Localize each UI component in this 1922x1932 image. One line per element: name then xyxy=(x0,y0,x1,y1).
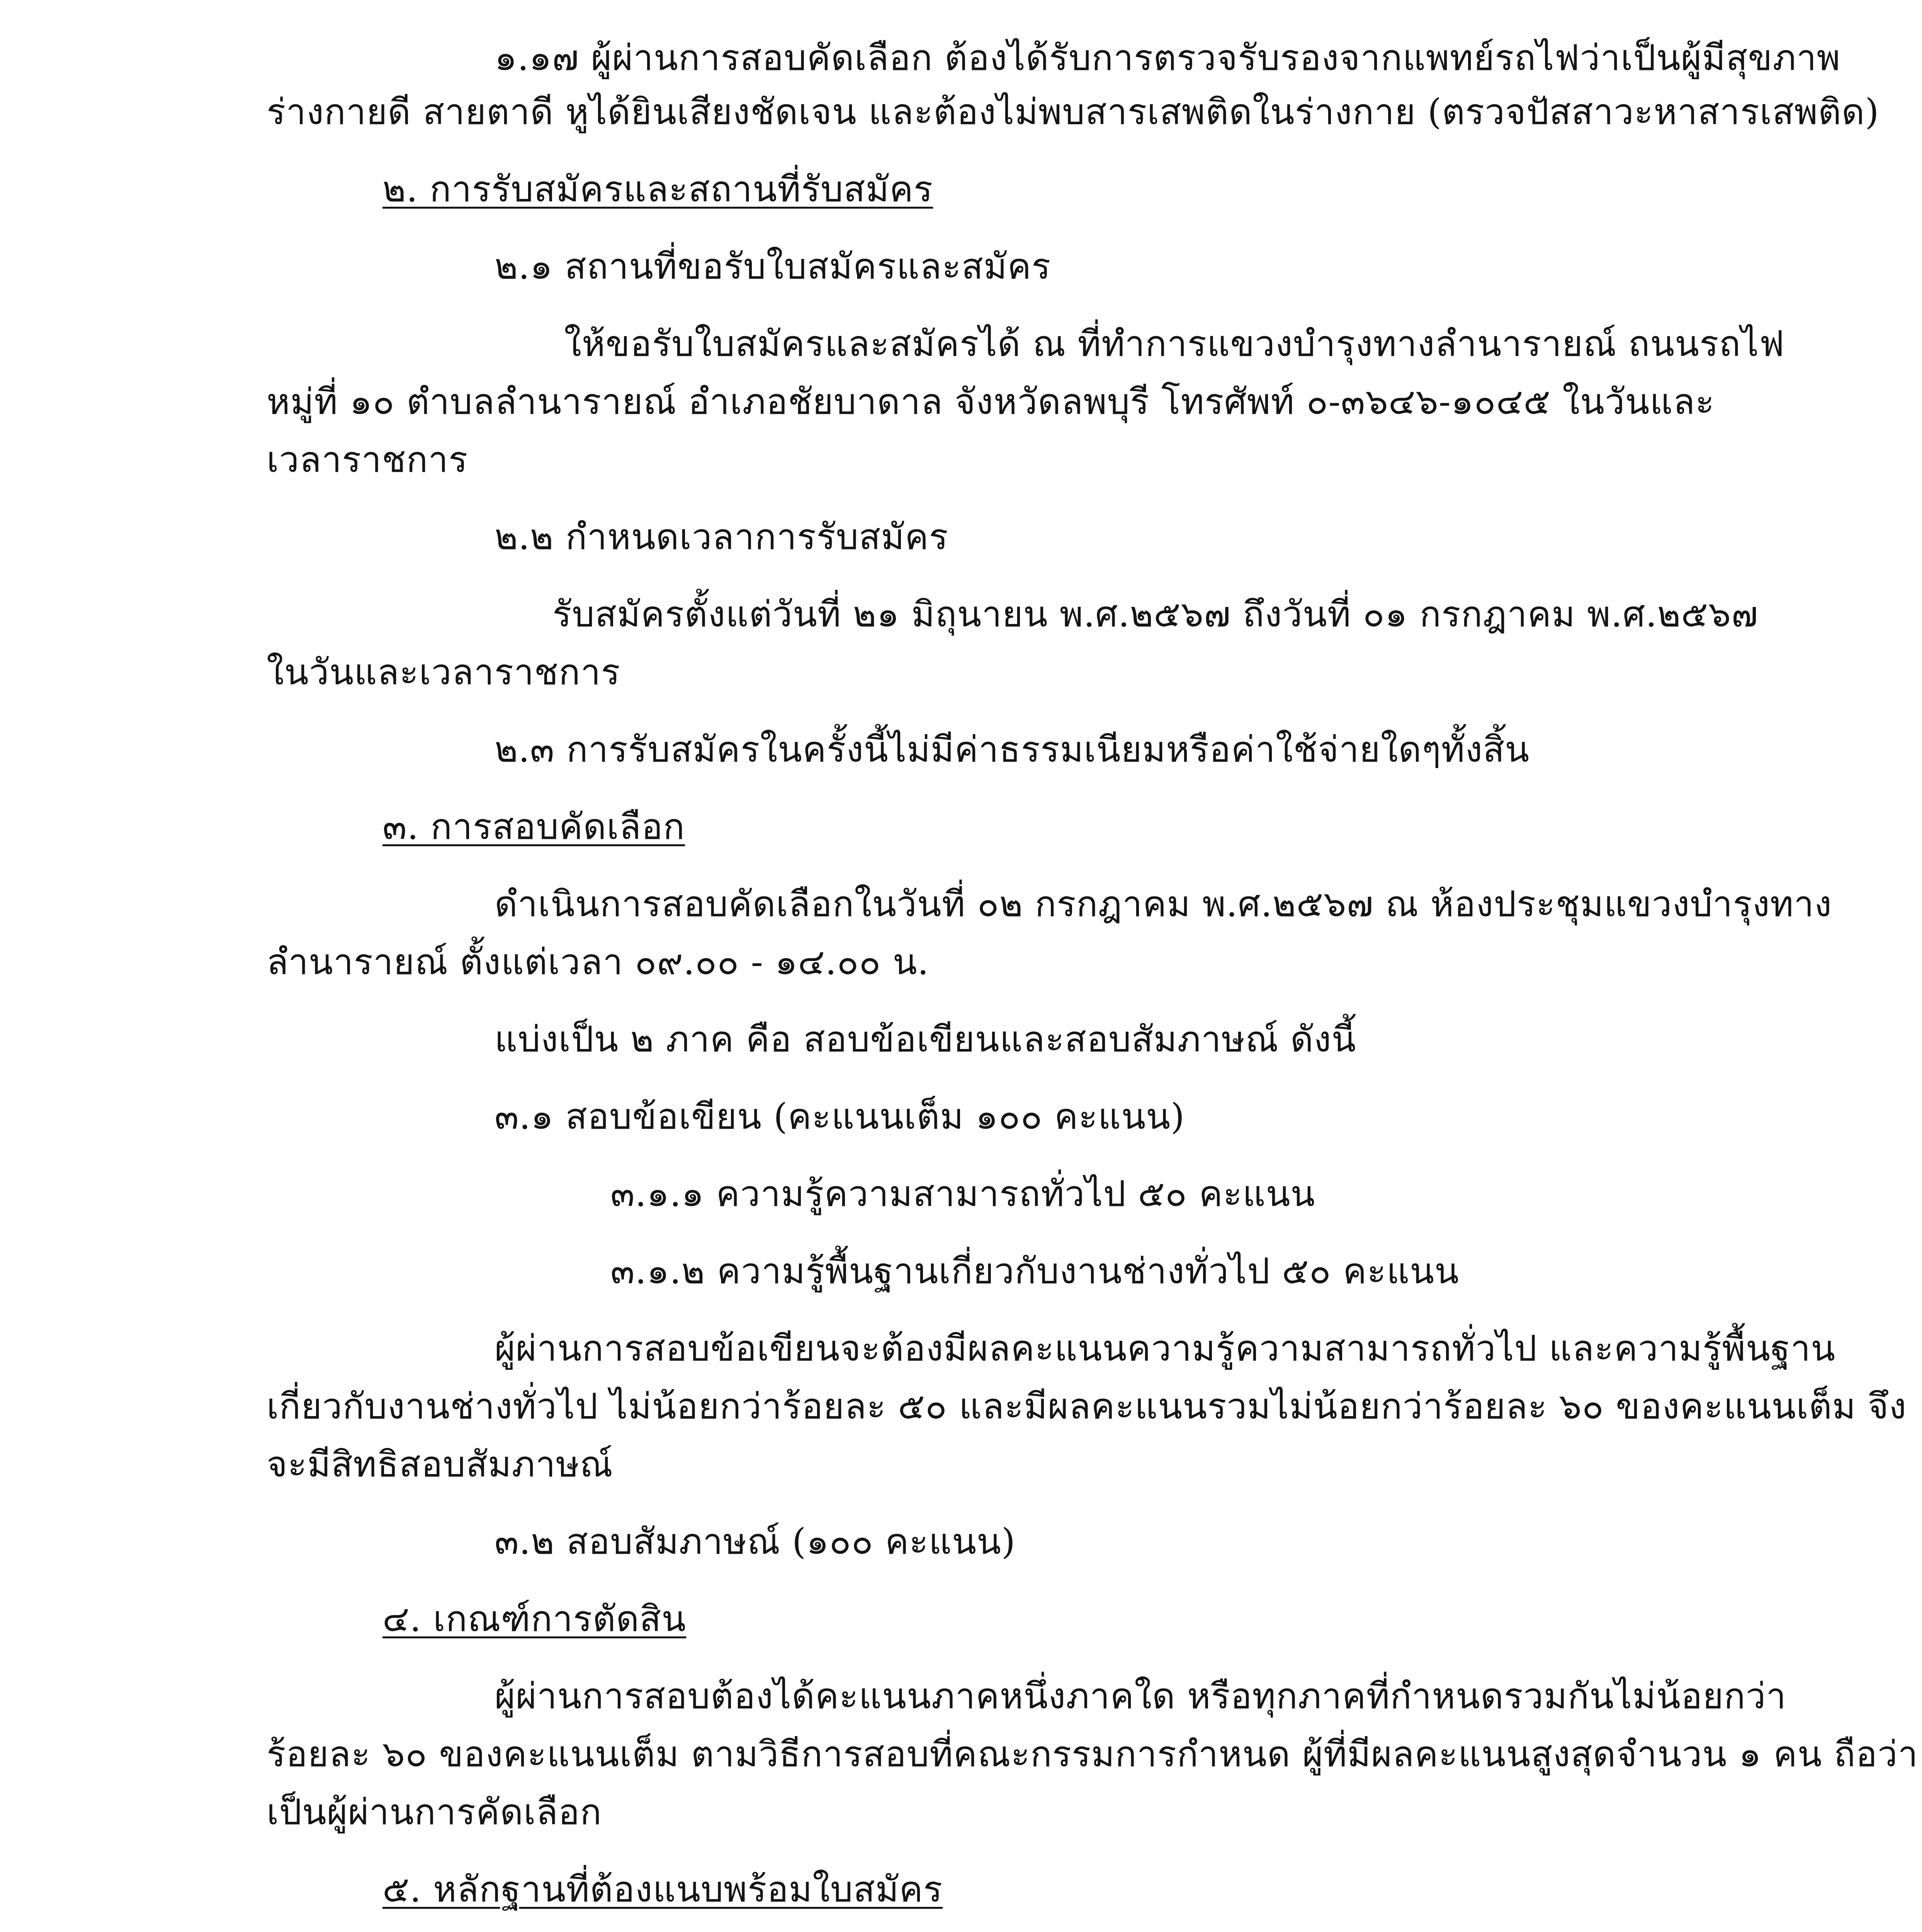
clause-2-2-line-2: ในวันและเวลาราชการ xyxy=(267,651,620,693)
clause-1-17-line-1: ๑.๑๗ ผู้ผ่านการสอบคัดเลือก ต้องได้รับการตรวจรับรองจากแพทย์รถไฟว่าเป็นผู้มีสุขภาพ xyxy=(495,37,1841,78)
clause-2-1-heading: ๒.๑ สถานที่ขอรับใบสมัครและสมัคร xyxy=(495,246,1051,287)
section-3-pass-line-2: เกี่ยวกับงานช่างทั่วไป ไม่น้อยกว่าร้อยละ ๕๐ และมีผลคะแนนรวมไม่น้อยกว่าร้อยละ ๖๐ ของคะแนนเต็ม จึง xyxy=(267,1386,1907,1427)
section-5-heading: ๕. หลักฐานที่ต้องแนบพร้อมใบสมัคร xyxy=(382,1869,943,1910)
clause-3-1: ๓.๑ สอบข้อเขียน (คะแนนเต็ม ๑๐๐ คะแนน) xyxy=(495,1096,1185,1137)
clause-3-1-2: ๓.๑.๒ ความรู้พื้นฐานเกี่ยวกับงานช่างทั่วไป ๕๐ คะแนน xyxy=(610,1250,1460,1292)
section-3-heading: ๓. การสอบคัดเลือก xyxy=(382,806,685,847)
clause-2-1-line-3: เวลาราชการ xyxy=(267,439,468,480)
section-3-line-2: ลำนารายณ์ ตั้งแต่เวลา ๐๙.๐๐ - ๑๔.๐๐ น. xyxy=(267,941,929,983)
section-2-heading: ๒. การรับสมัครและสถานที่รับสมัคร xyxy=(382,168,933,210)
section-4-line-3: เป็นผู้ผ่านการคัดเลือก xyxy=(267,1791,602,1833)
clause-3-1-1: ๓.๑.๑ ความรู้ความสามารถทั่วไป ๕๐ คะแนน xyxy=(610,1173,1315,1214)
section-3-pass-line-1: ผู้ผ่านการสอบข้อเขียนจะต้องมีผลคะแนนความรู้ความสามารถทั่วไป และความรู้พื้นฐาน xyxy=(495,1328,1836,1369)
section-3-line-3: แบ่งเป็น ๒ ภาค คือ สอบข้อเขียนและสอบสัมภาษณ์ ดังนี้ xyxy=(495,1019,1356,1060)
clause-2-1-line-1: ให้ขอรับใบสมัครและสมัครได้ ณ ที่ทำการแขวงบำรุงทางลำนารายณ์ ถนนรถไฟ xyxy=(564,323,1785,364)
section-4-line-1: ผู้ผ่านการสอบต้องได้คะแนนภาคหนึ่งภาคใด หรือทุกภาคที่กำหนดรวมกันไม่น้อยกว่า xyxy=(495,1675,1787,1717)
clause-1-17-line-2: ร่างกายดี สายตาดี หูได้ยินเสียงชัดเจน และต้องไม่พบสารเสพติดในร่างกาย (ตรวจปัสสาวะหาสารเสพติด) xyxy=(267,91,1880,133)
clause-3-2: ๓.๒ สอบสัมภาษณ์ (๑๐๐ คะแนน) xyxy=(495,1521,1016,1562)
clause-2-3: ๒.๓ การรับสมัครในครั้งนี้ไม่มีค่าธรรมเนียมหรือค่าใช้จ่ายใดๆทั้งสิ้น xyxy=(495,729,1530,770)
clause-2-2-line-1: รับสมัครตั้งแต่วันที่ ๒๑ มิถุนายน พ.ศ.๒๕๖๗ ถึงวันที่ ๐๑ กรกฎาคม พ.ศ.๒๕๖๗ xyxy=(552,594,1759,635)
clause-2-1-line-2: หมู่ที่ ๑๐ ตำบลลำนารายณ์ อำเภอชัยบาดาล จังหวัดลพบุรี โทรศัพท์ ๐-๓๖๔๖-๑๐๔๕ ในวันและ xyxy=(267,381,1715,422)
section-4-heading: ๔. เกณฑ์การตัดสิน xyxy=(382,1598,687,1639)
section-4-line-2: ร้อยละ ๖๐ ของคะแนนเต็ม ตามวิธีการสอบที่คณะกรรมการกำหนด ผู้ที่มีผลคะแนนสูงสุดจำนวน ๑ คน ถือว่า xyxy=(267,1733,1919,1775)
section-3-line-1: ดำเนินการสอบคัดเลือกในวันที่ ๐๒ กรกฎาคม พ.ศ.๒๕๖๗ ณ ห้องประชุมแขวงบำรุงทาง xyxy=(495,883,1832,925)
section-3-pass-line-3: จะมีสิทธิสอบสัมภาษณ์ xyxy=(267,1444,613,1485)
clause-2-2-heading: ๒.๒ กำหนดเวลาการรับสมัคร xyxy=(495,516,948,558)
